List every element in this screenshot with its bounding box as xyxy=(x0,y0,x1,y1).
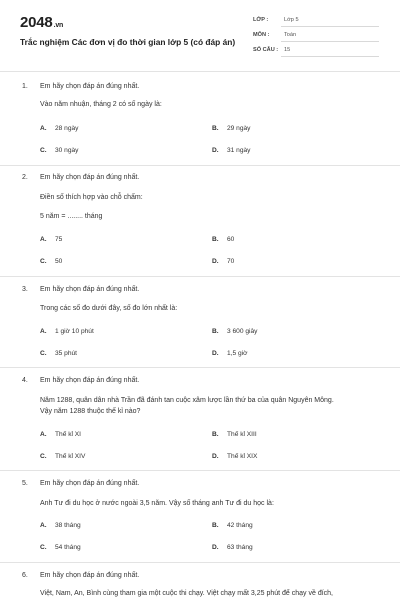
question-instruction: Em hãy chọn đáp án đúng nhất. xyxy=(40,286,140,293)
option-a[interactable]: Thế kỉ XI xyxy=(55,431,82,438)
option-c[interactable]: 50 xyxy=(55,258,63,265)
logo-domain-text: .vn xyxy=(53,22,64,29)
option-c[interactable]: 54 tháng xyxy=(55,544,81,551)
option-b[interactable]: 60 xyxy=(227,236,235,243)
question-number: 3. xyxy=(22,286,28,293)
option-b[interactable]: Thế kỉ XIII xyxy=(227,431,257,438)
option-letter: B. xyxy=(212,125,219,132)
question-instruction: Em hãy chọn đáp án đúng nhất. xyxy=(40,377,140,384)
question-divider xyxy=(0,562,400,563)
question-text: Việt, Nam, An, Bình cùng tham gia một cuộc thi chạy. Việt chạy mất 3,25 phút để chạy về đích, xyxy=(40,590,333,597)
question-text: Vào năm nhuận, tháng 2 có số ngày là: xyxy=(40,101,162,108)
question-number: 2. xyxy=(22,174,28,181)
option-b[interactable]: 42 tháng xyxy=(227,522,253,529)
option-letter: B. xyxy=(212,431,219,438)
option-letter: D. xyxy=(212,147,219,154)
meta-value: 15 xyxy=(284,47,291,53)
question-number: 1. xyxy=(22,83,28,90)
logo-main-text: 2048 xyxy=(20,14,53,31)
option-letter: D. xyxy=(212,453,219,460)
meta-underline xyxy=(281,56,379,57)
meta-underline xyxy=(281,26,379,27)
meta-value: Toán xyxy=(284,32,297,38)
meta-value: Lớp 5 xyxy=(284,17,299,23)
option-a[interactable]: 75 xyxy=(55,236,63,243)
question-divider xyxy=(0,367,400,368)
option-c[interactable]: Thế kỉ XIV xyxy=(55,453,86,460)
question-instruction: Em hãy chọn đáp án đúng nhất. xyxy=(40,174,140,181)
option-c[interactable]: 35 phút xyxy=(55,350,77,357)
worksheet-title: Trắc nghiệm Các đơn vị đo thời gian lớp 5 (có đáp án) xyxy=(20,37,236,47)
option-letter: D. xyxy=(212,258,219,265)
question-divider xyxy=(0,165,400,166)
question-instruction: Em hãy chọn đáp án đúng nhất. xyxy=(40,480,140,487)
option-letter: D. xyxy=(212,350,219,357)
option-a[interactable]: 28 ngày xyxy=(55,125,79,132)
option-letter: C. xyxy=(40,350,47,357)
question-number: 6. xyxy=(22,572,28,579)
meta-label: MÔN : xyxy=(253,32,270,38)
option-letter: B. xyxy=(212,236,219,243)
question-divider xyxy=(0,470,400,471)
option-b[interactable]: 29 ngày xyxy=(227,125,251,132)
question-text: Anh Tư đi du học ở nước ngoài 3,5 năm. Vậy số tháng anh Tư đi du học là: xyxy=(40,500,274,507)
question-text: Năm 1288, quân dân nhà Trần đã đánh tan cuộc xâm lược lần thứ ba của quân Nguyên Mông. xyxy=(40,397,334,404)
option-letter: B. xyxy=(212,522,219,529)
option-letter: A. xyxy=(40,522,47,529)
option-letter: C. xyxy=(40,258,47,265)
option-letter: D. xyxy=(212,544,219,551)
option-letter: A. xyxy=(40,125,47,132)
option-letter: A. xyxy=(40,236,47,243)
question-text: Điền số thích hợp vào chỗ chấm: xyxy=(40,194,143,201)
option-letter: B. xyxy=(212,328,219,335)
meta-label: LỚP : xyxy=(253,17,269,23)
question-instruction: Em hãy chọn đáp án đúng nhất. xyxy=(40,83,140,90)
option-d[interactable]: 1,5 giờ xyxy=(227,350,248,357)
meta-underline xyxy=(281,41,379,42)
question-number: 5. xyxy=(22,480,28,487)
question-text: 5 năm = ........ tháng xyxy=(40,213,103,220)
option-d[interactable]: 31 ngày xyxy=(227,147,251,154)
option-a[interactable]: 38 tháng xyxy=(55,522,81,529)
option-letter: C. xyxy=(40,147,47,154)
option-d[interactable]: 63 tháng xyxy=(227,544,253,551)
header-divider xyxy=(0,71,400,72)
option-letter: A. xyxy=(40,431,47,438)
meta-label: SỐ CÂU : xyxy=(253,47,279,53)
option-d[interactable]: Thế kỉ XIX xyxy=(227,453,258,460)
option-b[interactable]: 3 600 giây xyxy=(227,328,258,335)
option-c[interactable]: 30 ngày xyxy=(55,147,79,154)
question-instruction: Em hãy chọn đáp án đúng nhất. xyxy=(40,572,140,579)
question-text: Vậy năm 1288 thuộc thế kỉ nào? xyxy=(40,408,141,415)
site-logo[interactable] xyxy=(20,14,63,31)
option-letter: C. xyxy=(40,453,47,460)
question-divider xyxy=(0,276,400,277)
option-letter: A. xyxy=(40,328,47,335)
option-a[interactable]: 1 giờ 10 phút xyxy=(55,328,94,335)
option-d[interactable]: 70 xyxy=(227,258,235,265)
worksheet-header xyxy=(0,0,400,70)
question-number: 4. xyxy=(22,377,28,384)
option-letter: C. xyxy=(40,544,47,551)
question-text: Trong các số đo dưới đây, số đo lớn nhất là: xyxy=(40,305,178,312)
